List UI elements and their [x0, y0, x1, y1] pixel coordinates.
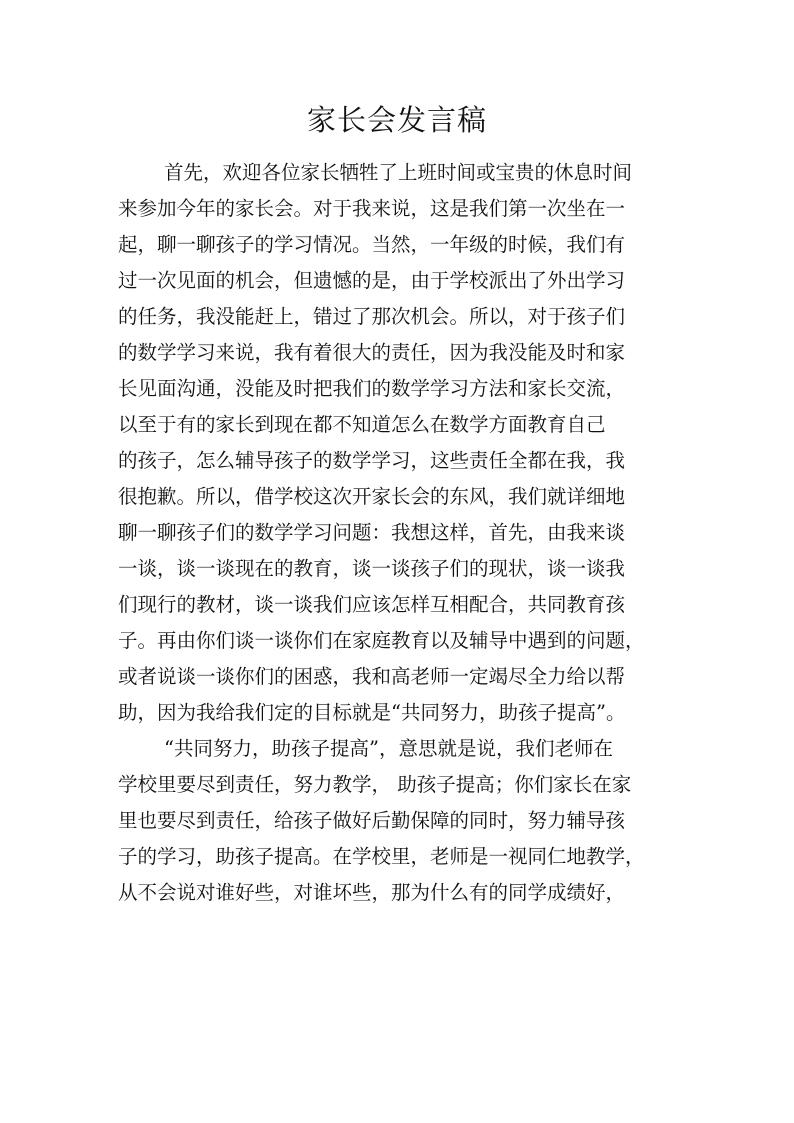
paragraph-1-line-3: 起，聊一聊孩子的学习情况。当然，一年级的时候，我们有	[118, 233, 626, 256]
paragraph-1-line-10: 很抱歉。所以，借学校这次开家长会的东风，我们就详细地	[118, 485, 626, 508]
paragraph-2-line-5: 从不会说对谁好些，对谁坏些，那为什么有的同学成绩好，	[118, 881, 626, 904]
paragraph-1-line-15: 或者说谈一谈你们的困惑，我和高老师一定竭尽全力给以帮	[118, 665, 626, 688]
paragraph-1-line-12: 一谈，谈一谈现在的教育，谈一谈孩子们的现状，谈一谈我	[118, 557, 626, 580]
paragraph-1-line-16: 助，因为我给我们定的目标就是“共同努力，助孩子提高”。	[118, 701, 626, 724]
paragraph-1-line-14: 子。再由你们谈一谈你们在家庭教育以及辅导中遇到的问题，	[118, 629, 645, 652]
document-body	[118, 155, 688, 911]
paragraph-1-line-8: 以至于有的家长到现在都不知道怎么在数学方面教育自己	[118, 413, 606, 436]
paragraph-2-line-3: 里也要尽到责任，给孩子做好后勤保障的同时，努力辅导孩	[118, 809, 626, 832]
paragraph-2-line-2: 学校里要尽到责任，努力教学， 助孩子提高；你们家长在家	[118, 773, 632, 796]
paragraph-1-line-13: 们现行的教材，谈一谈我们应该怎样互相配合，共同教育孩	[118, 593, 626, 616]
paragraph-1-line-7: 长见面沟通，没能及时把我们的数学学习方法和家长交流，	[118, 377, 626, 400]
document-title: 家长会发言稿	[306, 103, 487, 137]
paragraph-1-line-5: 的任务，我没能赶上，错过了那次机会。所以，对于孩子们	[118, 305, 626, 328]
paragraph-2-line-1: “共同努力，助孩子提高”，意思就是说，我们老师在	[164, 737, 613, 760]
paragraph-1-line-4: 过一次见面的机会，但遗憾的是，由于学校派出了外出学习	[118, 269, 626, 292]
paragraph-1-line-2: 来参加今年的家长会。对于我来说，这是我们第一次坐在一	[118, 197, 626, 220]
paragraph-2-line-4: 子的学习，助孩子提高。在学校里，老师是一视同仁地教学，	[118, 845, 645, 868]
paragraph-1-line-11: 聊一聊孩子们的数学学习问题：我想这样，首先，由我来谈	[118, 521, 626, 544]
paragraph-1-line-1: 首先，欢迎各位家长牺牲了上班时间或宝贵的休息时间	[164, 161, 633, 184]
paragraph-1-line-9: 的孩子，怎么辅导孩子的数学学习，这些责任全都在我，我	[118, 449, 626, 472]
paragraph-1-line-6: 的数学学习来说，我有着很大的责任，因为我没能及时和家	[118, 341, 626, 364]
